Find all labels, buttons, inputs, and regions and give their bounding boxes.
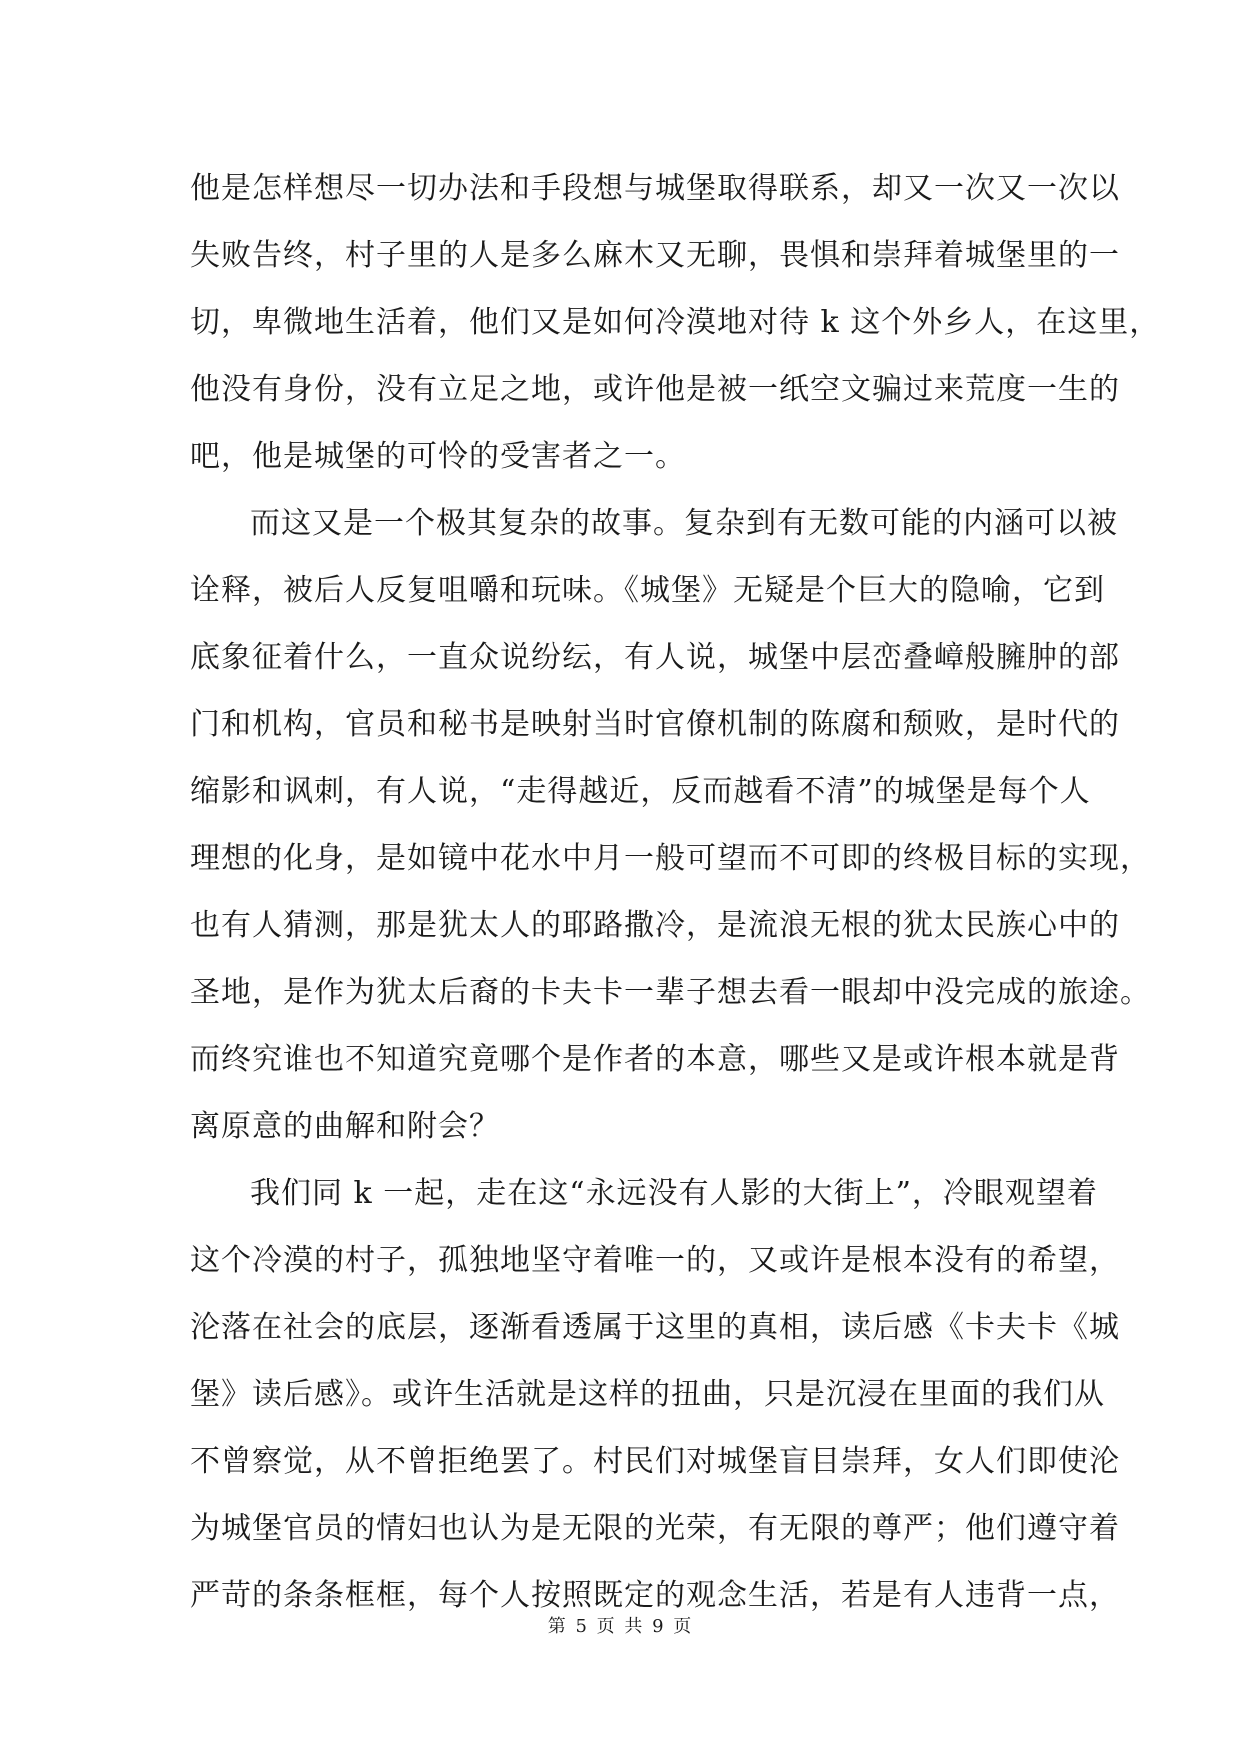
paragraph [190, 1160, 1120, 1629]
text-line: 他是怎样想尽一切办法和手段想与城堡取得联系，却又一次又一次以 [190, 171, 1120, 206]
document-body [190, 155, 1161, 1629]
text-line: 底象征着什么，一直众说纷纭，有人说，城堡中层峦叠嶂般臃肿的部 [190, 640, 1120, 675]
text-line: 吧，他是城堡的可怜的受害者之一。 [190, 439, 686, 474]
text-line: 门和机构，官员和秘书是映射当时官僚机制的陈腐和颓败，是时代的 [190, 707, 1120, 742]
text-line: 缩影和讽刺，有人说，“走得越近，反而越看不清”的城堡是每个人 [190, 774, 1091, 809]
text-line: 堡》读后感》。或许生活就是这样的扭曲，只是沉浸在里面的我们从 [190, 1377, 1105, 1412]
text-line: 切，卑微地生活着，他们又是如何冷漠地对待 k 这个外乡人，在这里， [190, 305, 1161, 340]
text-line: 我们同 k 一起，走在这“永远没有人影的大街上”，冷眼观望着 [250, 1176, 1098, 1211]
text-line: 理想的化身，是如镜中花水中月一般可望而不可即的终极目标的实现， [190, 841, 1151, 876]
text-line: 严苛的条条框框，每个人按照既定的观念生活，若是有人违背一点， [190, 1578, 1120, 1613]
text-line: 他没有身份，没有立足之地，或许他是被一纸空文骗过来荒度一生的 [190, 372, 1120, 407]
paragraph [190, 155, 1161, 490]
text-line: 也有人猜测，那是犹太人的耶路撒冷，是流浪无根的犹太民族心中的 [190, 908, 1120, 943]
text-line: 为城堡官员的情妇也认为是无限的光荣，有无限的尊严；他们遵守着 [190, 1511, 1120, 1546]
page-number-footer: 第 5 页 共 9 页 [547, 1616, 694, 1637]
text-line: 离原意的曲解和附会？ [190, 1109, 500, 1144]
text-line: 沦落在社会的底层，逐渐看透属于这里的真相，读后感《卡夫卡《城 [190, 1310, 1120, 1345]
paragraph [190, 490, 1151, 1160]
text-line: 圣地，是作为犹太后裔的卡夫卡一辈子想去看一眼却中没完成的旅途。 [190, 975, 1151, 1010]
text-line: 不曾察觉，从不曾拒绝罢了。村民们对城堡盲目崇拜，女人们即使沦 [190, 1444, 1120, 1479]
text-line: 而这又是一个极其复杂的故事。复杂到有无数可能的内涵可以被 [250, 506, 1118, 541]
text-line: 而终究谁也不知道究竟哪个是作者的本意，哪些又是或许根本就是背 [190, 1042, 1120, 1077]
text-line: 这个冷漠的村子，孤独地坚守着唯一的，又或许是根本没有的希望， [190, 1243, 1120, 1278]
text-line: 诠释，被后人反复咀嚼和玩味。《城堡》无疑是个巨大的隐喻，它到 [190, 573, 1105, 608]
text-line: 失败告终，村子里的人是多么麻木又无聊，畏惧和崇拜着城堡里的一 [190, 238, 1120, 273]
